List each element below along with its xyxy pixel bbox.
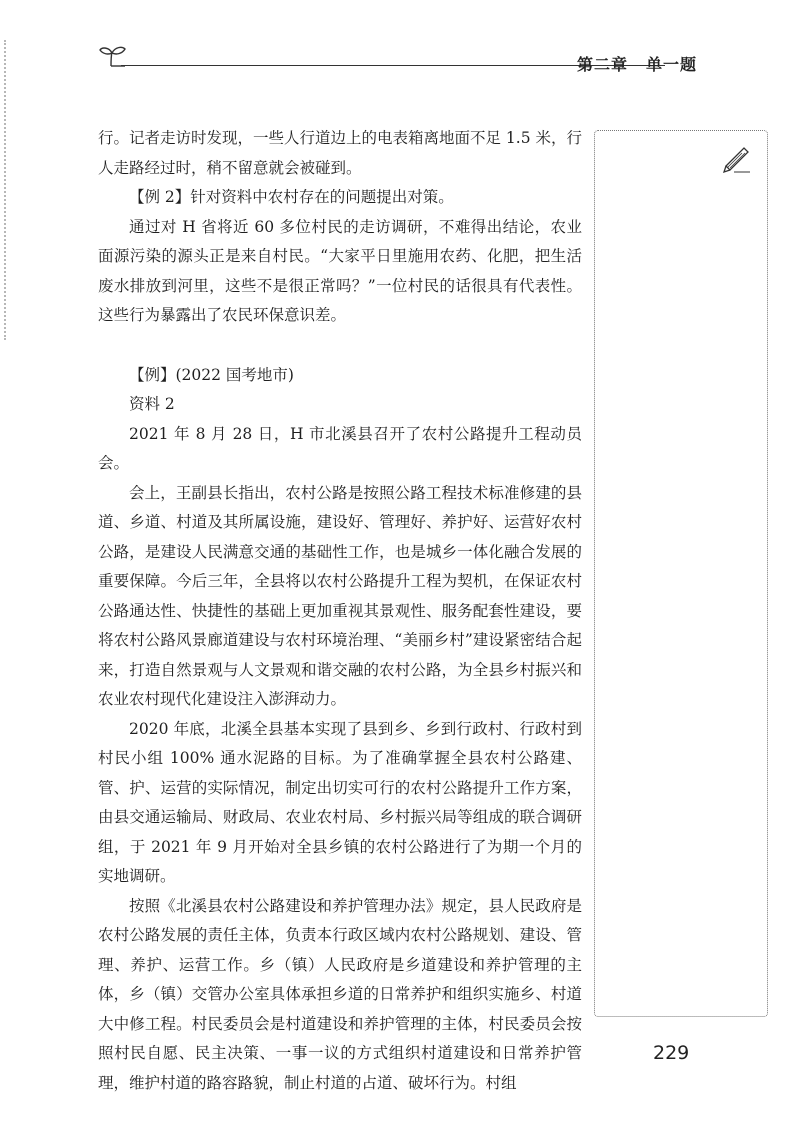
paragraph-meeting: 2021 年 8 月 28 日，H 市北溪县召开了农村公路提升工程动员会。 xyxy=(98,424,582,472)
paragraph-gap xyxy=(98,331,582,361)
running-header xyxy=(577,52,697,75)
margin-dots xyxy=(4,40,8,340)
material-heading: 资料 2 xyxy=(129,395,175,413)
example-2-question: 【例 2】针对资料中农村存在的问题提出对策。 xyxy=(129,188,454,206)
paragraph-continued: 行。记者走访时发现，一些人行道边上的电表箱离地面不足 1.5 米，行人走路经过时，稍不留意就会被碰到。 xyxy=(98,129,583,177)
paragraph-survey: 2020 年底，北溪全县基本实现了县到乡、乡到行政村、行政村到村民小组 100% 通水泥路的目标。为了准确掌握全县农村公路建、管、护、运营的实际情况，制定出切实可行的农村公路提升工作方案，由县交通运输局、财政局、农业农村局、乡村振兴局等组成的联合调研组，于 2021 年 9 月开始对全县乡镇的农村公路进行了为期一个月的实地调研。 xyxy=(98,719,582,885)
example-2-answer: 通过对 H 省将近 60 多位村民的走访调研，不难得出结论，农业面源污染的源头正是来自村民。“大家平日里施用农药、化肥，把生活废水排放到河里，这些不是很正常吗？”一位村民的话很具有代表性。这些行为暴露出了农民环保意识差。 xyxy=(98,217,582,324)
page-number: 229 xyxy=(653,1042,690,1064)
paragraph-regulation: 按照《北溪县农村公路建设和养护管理办法》规定，县人民政府是农村公路发展的责任主体，负责本行政区域内农村公路规划、建设、管理、养护、运营工作。乡（镇）人民政府是乡道建设和养护管理的主体，乡（镇）交管办公室具体承担乡道的日常养护和组织实施乡、村道大中修工程。村民委员会是村道建设和养护管理的主体，村民委员会按照村民自愿、民主决策、一事一议的方式组织村道建设和日常养护管理，维护村道的路容路貌，制止村道的占道、破坏行为。村组 xyxy=(98,896,582,1092)
notes-box xyxy=(594,130,768,1017)
example-heading: 【例】(2022 国考地市) xyxy=(129,365,294,384)
section-label: 单一题 xyxy=(645,55,697,74)
page-header xyxy=(97,38,697,78)
main-text xyxy=(98,124,582,1098)
pen-icon xyxy=(720,140,754,174)
chapter-label: 第二章 xyxy=(576,55,628,74)
paragraph-speech: 会上，王副县长指出，农村公路是按照公路工程技术标准修建的县道、乡道、村道及其所属设施，建设好、管理好、养护好、运营好农村公路，是建设人民满意交通的基础性工作，也是城乡一体化融合发展的重要保障。今后三年，全县将以农村公路提升工程为契机，在保证农村公路通达性、快捷性的基础上更加重视其景观性、服务配套性建设，要将农村公路风景廊道建设与农村环境治理、“美丽乡村”建设紧密结合起来，打造自然景观与人文景观和谐交融的农村公路，为全县乡村振兴和农业农村现代化建设注入澎湃动力。 xyxy=(98,483,582,708)
